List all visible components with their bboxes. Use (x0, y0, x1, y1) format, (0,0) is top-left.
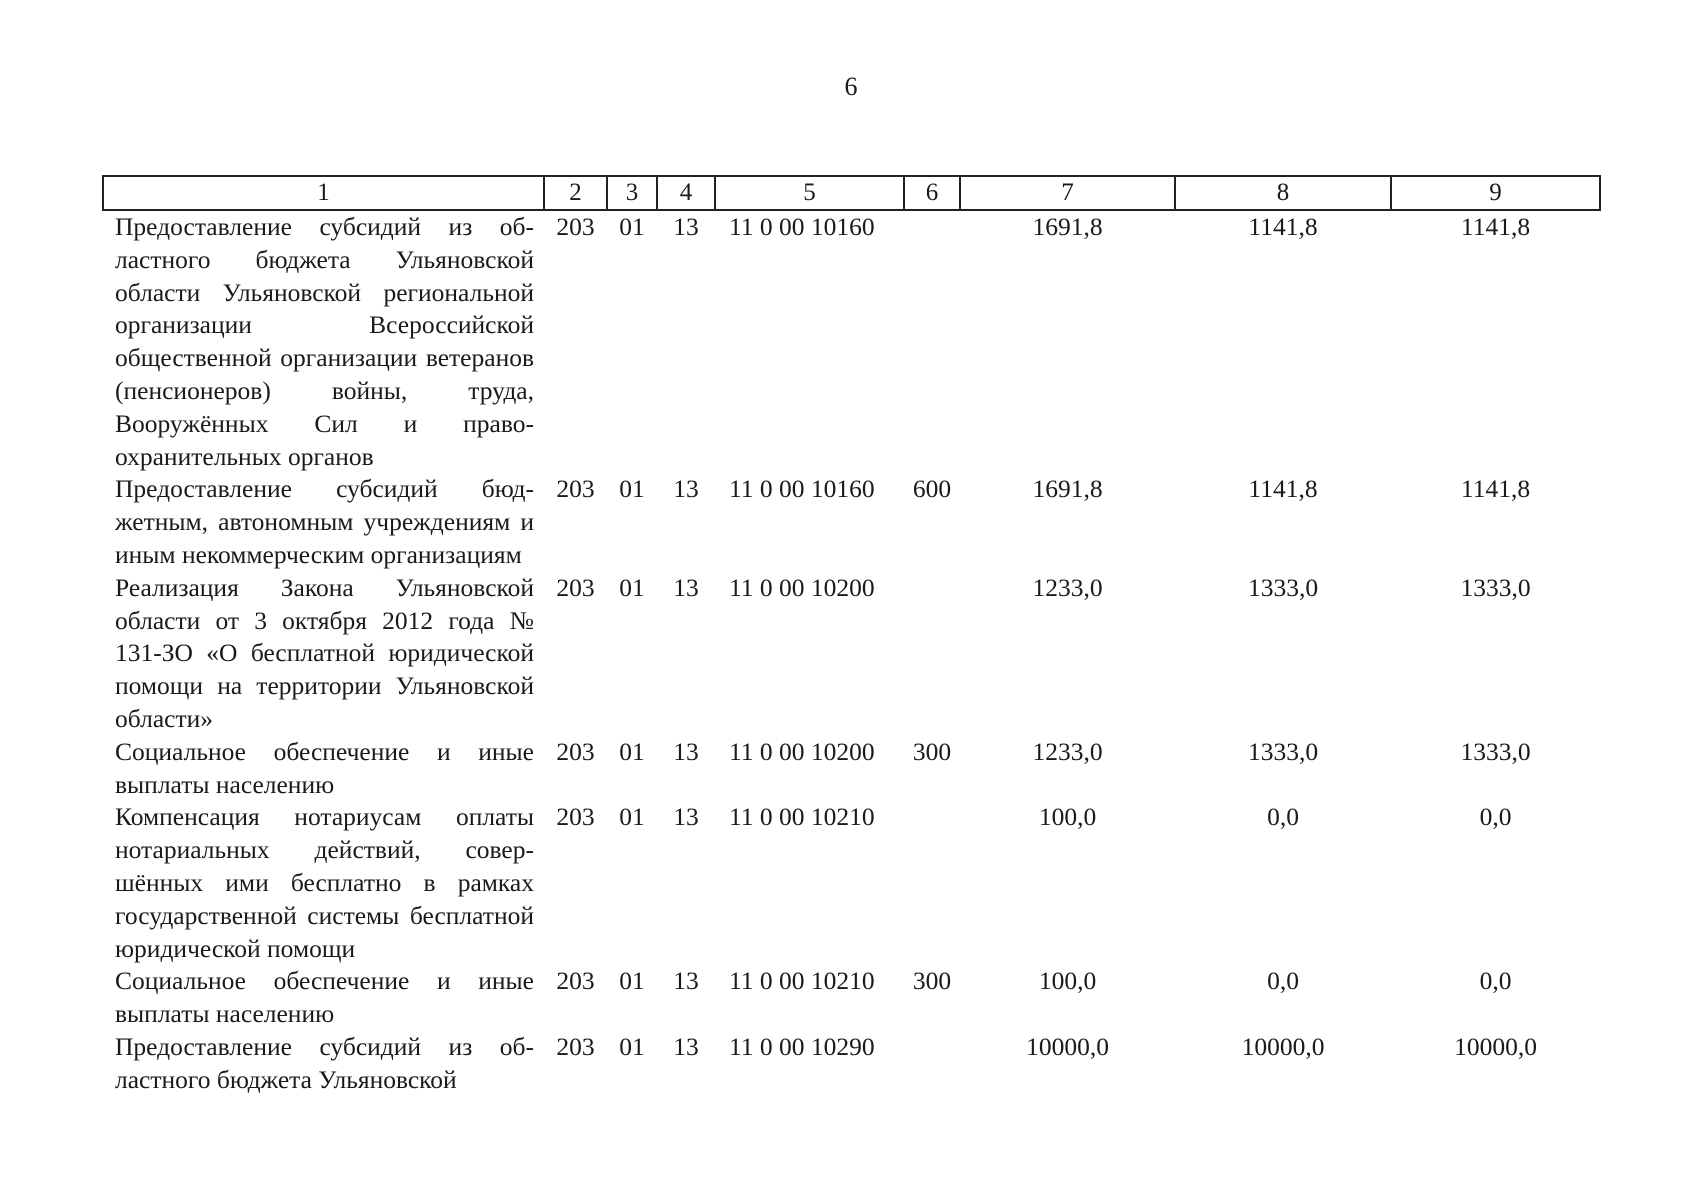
row-col5: 11 0 00 10210 (729, 802, 875, 832)
row-col5: 11 0 00 10210 (729, 966, 875, 996)
row-col4: 13 (673, 212, 699, 241)
table-body (103, 210, 1600, 1097)
row-col7: 100,0 (1038, 802, 1097, 832)
row-col4: 13 (673, 572, 699, 602)
page-number: 6 (844, 72, 858, 101)
row-description: Предоставление субсидий из областного бюджета Ульяновской области Ульяновской региональной организации Всероссийской общественной организации ветеранов (пенсионеров) войны, труда, Вооружённых Сил и правоохранительных органов (115, 212, 534, 471)
row-col6 (904, 572, 960, 736)
row-col3: 01 (619, 1031, 645, 1061)
table-row (103, 210, 1600, 473)
row-col8: 1141,8 (1248, 474, 1318, 504)
row-col5: 11 0 00 10200 (729, 736, 875, 766)
row-col2: 203 (556, 736, 595, 766)
header-col-6: 6 (904, 176, 960, 210)
row-col5: 11 0 00 10160 (729, 474, 875, 504)
row-col3: 01 (619, 474, 645, 504)
row-col3: 01 (619, 572, 645, 602)
row-col4: 13 (673, 802, 699, 832)
budget-table-container (102, 175, 1601, 1097)
row-col8: 0,0 (1267, 802, 1299, 832)
row-col3: 01 (619, 966, 645, 996)
row-col7: 1691,8 (1032, 474, 1103, 504)
row-col2: 203 (556, 212, 595, 241)
row-col9: 1141,8 (1460, 474, 1531, 504)
row-col7: 1233,0 (1032, 736, 1103, 766)
row-col4: 13 (673, 474, 699, 504)
row-description: Социальное обеспечение и иные выплаты населению (115, 736, 534, 799)
row-col4: 13 (673, 966, 699, 996)
row-col7: 1691,8 (1032, 212, 1103, 241)
row-col7: 100,0 (1038, 966, 1097, 996)
header-col-2: 2 (544, 176, 607, 210)
row-col5: 11 0 00 10290 (729, 1031, 875, 1061)
row-col2: 203 (556, 1031, 595, 1061)
row-col8: 1333,0 (1247, 736, 1319, 766)
row-col2: 203 (556, 802, 595, 832)
row-col9: 1333,0 (1460, 736, 1531, 766)
table-row (103, 473, 1600, 571)
row-col6: 300 (912, 966, 952, 996)
row-col4: 13 (673, 736, 699, 766)
table-header (103, 176, 1600, 210)
row-col8: 1333,0 (1247, 572, 1319, 602)
row-description: Предоставление субсидий из областного бюджета Ульяновской (115, 1031, 534, 1094)
row-col3: 01 (619, 802, 645, 832)
row-col3: 01 (619, 736, 645, 766)
row-col9: 1141,8 (1460, 212, 1531, 241)
header-col-7: 7 (960, 176, 1175, 210)
header-col-9: 9 (1391, 176, 1600, 210)
row-col6 (904, 1031, 960, 1097)
header-row (103, 176, 1600, 210)
budget-table (102, 175, 1601, 1097)
row-col6: 300 (912, 736, 952, 766)
row-col6 (904, 210, 960, 473)
row-col2: 203 (556, 474, 595, 504)
header-col-1: 1 (103, 176, 544, 210)
row-col8: 10000,0 (1241, 1031, 1325, 1061)
header-col-8: 8 (1175, 176, 1391, 210)
row-col7: 1233,0 (1032, 572, 1103, 602)
header-col-4: 4 (657, 176, 715, 210)
row-col2: 203 (556, 966, 595, 996)
row-col7: 10000,0 (1026, 1031, 1109, 1061)
row-description: Социальное обеспечение и иные выплаты населению (115, 966, 534, 1029)
header-col-3: 3 (607, 176, 657, 210)
row-col6: 600 (912, 474, 952, 504)
table-row (103, 572, 1600, 736)
row-col9: 1333,0 (1460, 572, 1531, 602)
row-col9: 0,0 (1479, 802, 1512, 832)
row-col6 (904, 801, 960, 965)
header-col-5: 5 (715, 176, 904, 210)
row-col9: 10000,0 (1454, 1031, 1537, 1061)
row-col5: 11 0 00 10200 (729, 572, 875, 602)
row-col2: 203 (556, 572, 595, 602)
table-row (103, 801, 1600, 965)
row-col5: 11 0 00 10160 (729, 212, 875, 241)
row-col8: 1141,8 (1248, 212, 1318, 241)
row-col9: 0,0 (1479, 966, 1512, 996)
row-col3: 01 (619, 212, 645, 241)
table-row (103, 965, 1600, 1031)
table-row (103, 736, 1600, 802)
table-row (103, 1031, 1600, 1097)
row-description: Реализация Закона Ульяновской области от 3 октября 2012 года № 131-ЗО «О бесплатной юридической помощи на территории Ульяновской области» (115, 572, 534, 733)
row-description: Предоставление субсидий бюджетным, автономным учреждениям и иным некоммерческим организациям (115, 474, 534, 569)
row-col4: 13 (673, 1031, 699, 1061)
row-description: Компенсация нотариусам оплаты нотариальных действий, совершённых ими бесплатно в рамках государственной системы бесплатной юридической помощи (115, 802, 534, 963)
row-col8: 0,0 (1267, 966, 1299, 996)
